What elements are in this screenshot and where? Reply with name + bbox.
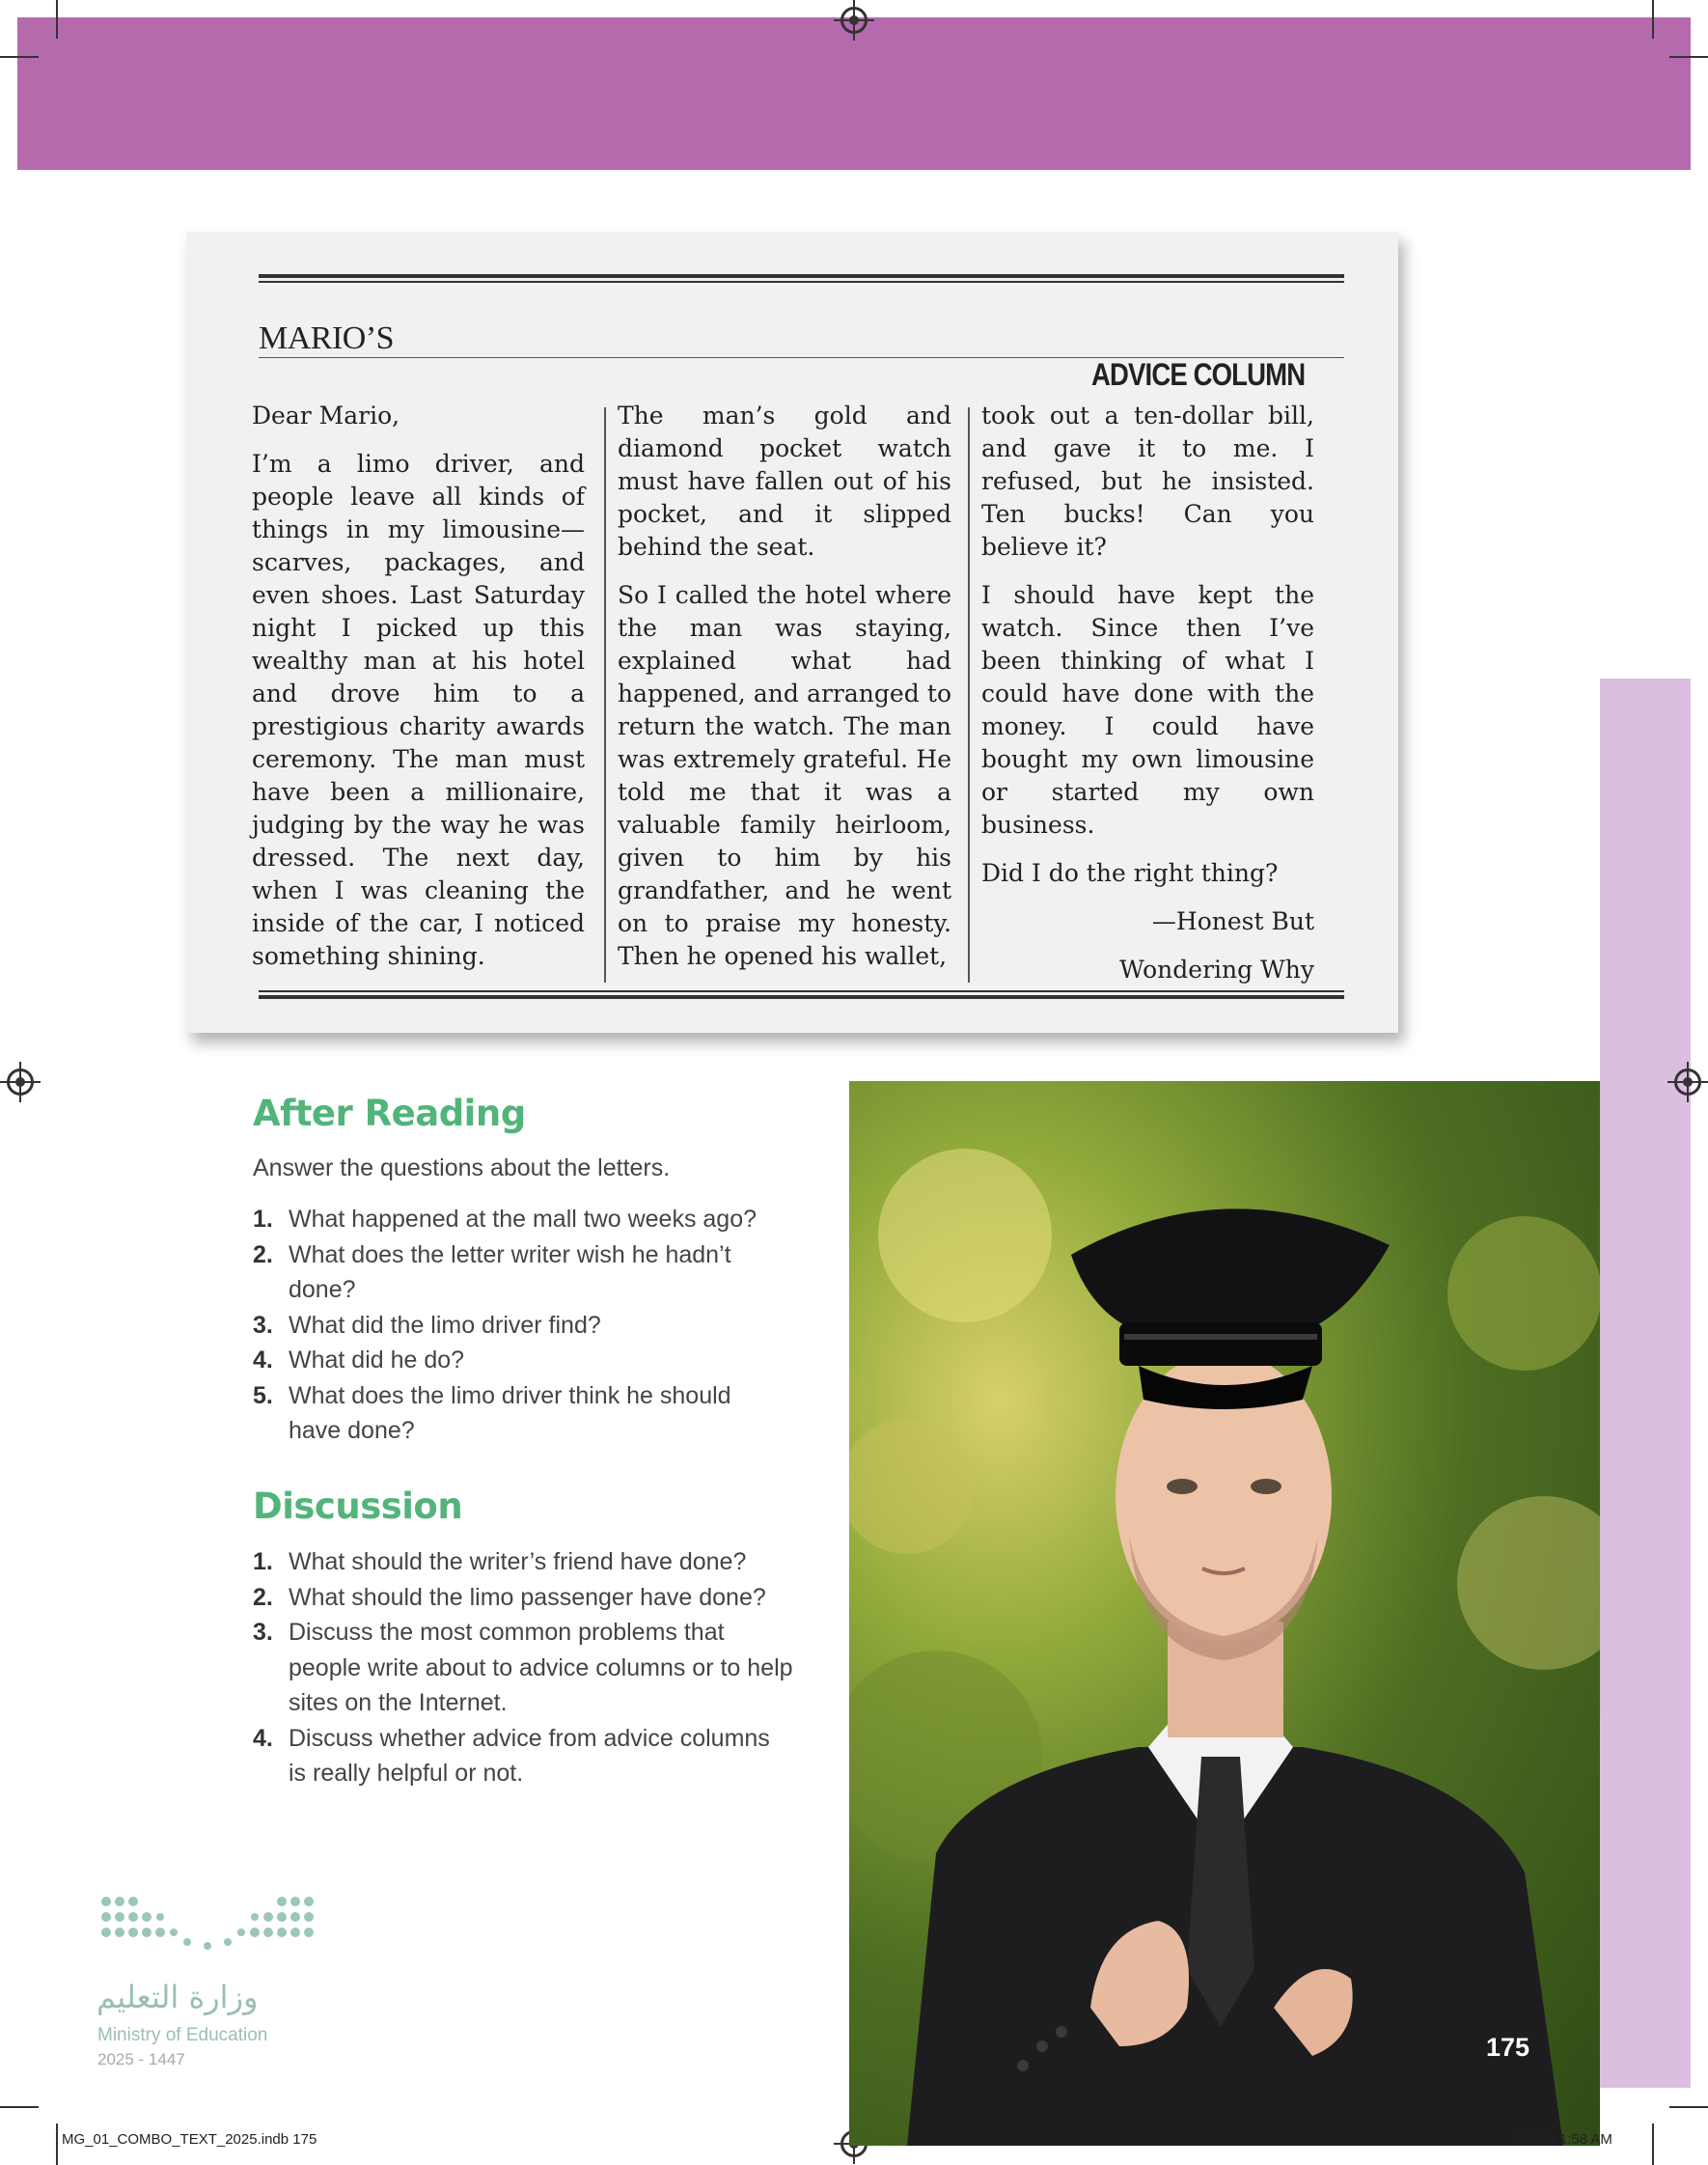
list-item (253, 1237, 813, 1308)
registration-mark-icon (1674, 1069, 1701, 1096)
list-item (253, 1343, 813, 1378)
ministry-english-name: Ministry of Education (97, 2025, 268, 2045)
top-double-rule (259, 274, 1344, 278)
list-item (253, 1580, 813, 1616)
question-number: 4. (253, 1346, 273, 1374)
letter-column-1 (252, 400, 585, 988)
crop-mark (1652, 2123, 1654, 2165)
question-text: Discuss the most common problems that people write about to advice columns or to help sites on the Internet. (289, 1619, 793, 1716)
question-number: 2. (253, 1583, 273, 1611)
bottom-double-rule (259, 995, 1344, 999)
question-text: What happened at the mall two weeks ago? (289, 1206, 758, 1233)
question-text: What did the limo driver find? (289, 1311, 601, 1339)
print-slug-file: MG_01_COMBO_TEXT_2025.indb 175 (62, 2131, 317, 2148)
column-title: ADVICE COLUMN (1090, 357, 1305, 392)
list-item (253, 1721, 813, 1791)
bottom-double-rule (259, 990, 1344, 992)
top-double-rule (259, 281, 1344, 283)
question-number: 4. (253, 1724, 273, 1752)
letter-paragraph: The man’s gold and diamond pocket watch must have fallen out of his pocket, and it slipped behind the seat. (618, 402, 951, 561)
chauffeur-illustration (849, 1081, 1600, 2146)
advice-column-card (186, 232, 1398, 1033)
letter-paragraph: Did I do the right thing? (981, 859, 1279, 887)
question-text: What does the letter writer wish he hadn’t done? (289, 1240, 731, 1303)
list-item (253, 1308, 813, 1344)
crop-mark (56, 2123, 58, 2165)
letter-signature-line-2: Wondering Why (1119, 956, 1314, 984)
ministry-year: 2025 - 1447 (97, 2050, 185, 2068)
column-divider (968, 407, 970, 983)
question-number: 5. (253, 1381, 273, 1409)
page-number: 175 (1486, 2033, 1530, 2062)
question-text: What does the limo driver think he should have done? (289, 1381, 731, 1444)
letter-salutation: Dear Mario, (252, 402, 400, 430)
question-number: 3. (253, 1311, 273, 1339)
crop-mark (56, 0, 58, 39)
question-number: 3. (253, 1619, 273, 1646)
side-color-tab (1600, 679, 1691, 2088)
after-reading-title: After Reading (253, 1093, 526, 1134)
crop-mark (1669, 56, 1708, 58)
masthead: MARIO’S (259, 320, 395, 356)
crop-mark (1669, 2106, 1708, 2108)
crop-mark (0, 2106, 39, 2108)
question-text: What should the limo passenger have done? (289, 1583, 766, 1611)
question-number: 2. (253, 1240, 273, 1268)
question-text: Discuss whether advice from advice columns is really helpful or not. (289, 1724, 770, 1787)
crop-mark (1652, 0, 1654, 39)
question-number: 1. (253, 1548, 273, 1575)
list-item (253, 1378, 813, 1449)
chauffeur-photo (849, 1081, 1600, 2146)
letter-column-3 (981, 400, 1314, 1002)
after-reading-questions (253, 1202, 813, 1449)
question-number: 1. (253, 1206, 273, 1233)
letter-paragraph: So I called the hotel where the man was staying, explained what had happened, and arranged to return the watch. The man was extremely grateful. He told me that it was a valuable family heirloom, given to him by his grandfather, and he went on to praise my honesty. Then he opened his wallet, (618, 581, 951, 970)
list-item (253, 1202, 813, 1237)
letter-signature-line-1: —Honest But (1151, 907, 1314, 935)
list-item (253, 1615, 813, 1721)
print-slug-timestamp: 2/4/25 1:58 AM (1515, 2131, 1612, 2148)
question-text: What should the writer’s friend have done? (289, 1548, 747, 1575)
question-text: What did he do? (289, 1346, 465, 1374)
letter-paragraph: took out a ten-dollar bill, and gave it to me. I refused, but he insisted. Ten bucks! Can you believe it? (981, 402, 1314, 561)
after-reading-instruction: Answer the questions about the letters. (253, 1154, 671, 1181)
registration-mark-icon (7, 1069, 34, 1096)
discussion-questions (253, 1544, 813, 1791)
discussion-title: Discussion (253, 1485, 463, 1527)
letter-paragraph: I should have kept the watch. Since then I’ve been thinking of what I could have done with the money. I could have bought my own limousine or started my own business. (981, 581, 1314, 839)
column-divider (604, 407, 606, 983)
registration-mark-icon (840, 7, 868, 34)
ministry-arabic-name: وزارة التعليم (96, 1979, 259, 2015)
list-item (253, 1544, 813, 1580)
crop-mark (0, 56, 39, 58)
letter-column-2 (618, 400, 951, 988)
letter-paragraph: I’m a limo driver, and people leave all kinds of things in my limousine—scarves, packages, and even shoes. Last Saturday night I picked up this wealthy man at his hotel and drove him to a prestigious charity awards ceremony. The man must have been a millionaire, judging by the way he was dressed. The next day, when I was cleaning the inside of the car, I noticed something shining. (252, 450, 585, 970)
